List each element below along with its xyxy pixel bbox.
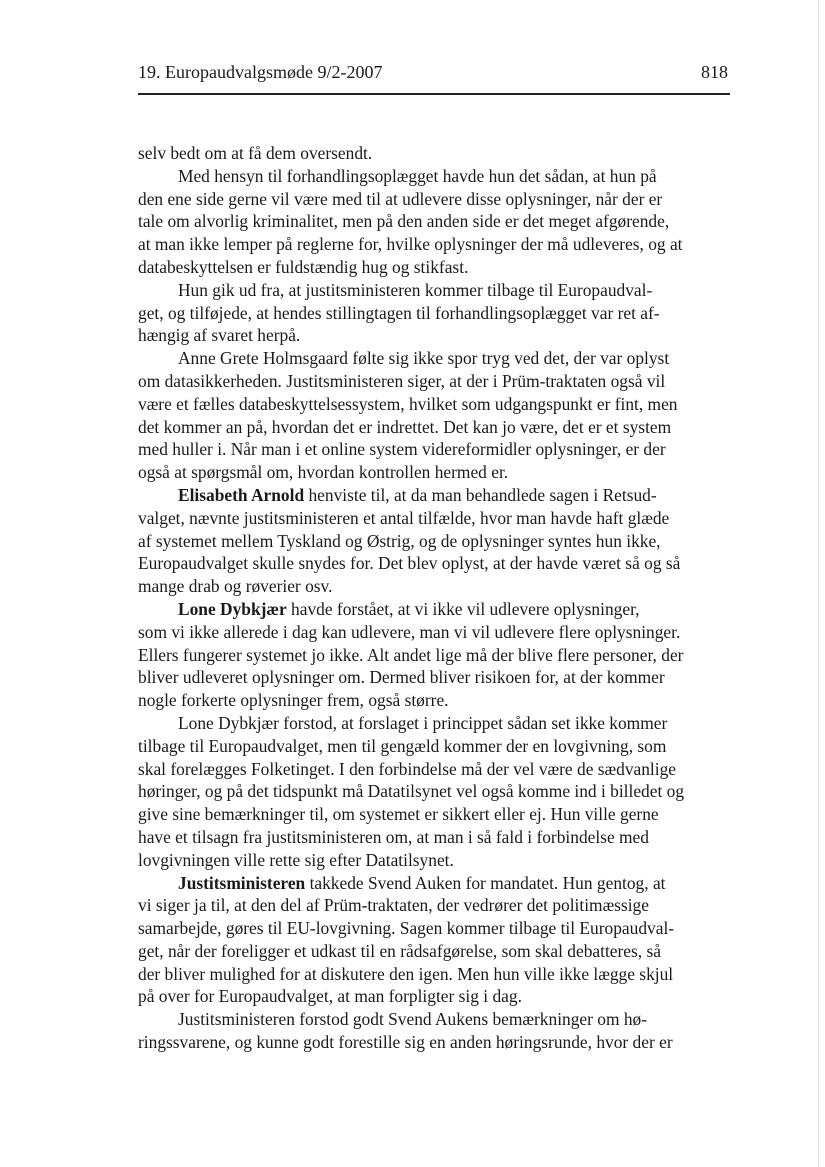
text-line	[138, 1008, 738, 1031]
paragraph	[138, 484, 738, 598]
text-line	[138, 826, 738, 849]
line-text: havde forstået, at vi ikke vil udlevere oplysninger,	[286, 598, 640, 619]
line-text: Justitsministeren forstod godt Svend Aukens bemærkninger om hø-	[178, 1009, 648, 1030]
line-text: tale om alvorlig kriminalitet, men på den anden side er det meget afgørende,	[138, 211, 670, 232]
line-text: med huller i. Når man i et online system videreformidler oplysninger, er der	[138, 439, 666, 460]
line-text: henviste til, at da man behandlede sagen i Retsud-	[304, 484, 657, 505]
text-line	[138, 552, 738, 575]
text-line	[138, 256, 738, 279]
line-text: vi siger ja til, at den del af Prüm-traktaten, der vedrører det politimæssige	[138, 895, 649, 916]
line-text: selv bedt om at få dem oversendt.	[138, 143, 373, 163]
line-text: tilbage til Europaudvalget, men til gengæld kommer der en lovgivning, som	[138, 735, 667, 756]
line-text: være et fælles databeskyttelsessystem, hvilket som udgangspunkt er fint, men	[138, 393, 678, 414]
text-line	[138, 438, 738, 461]
line-text: mange drab og røverier osv.	[138, 576, 333, 597]
line-text: det kommer an på, hvordan det er indrettet. Det kan jo være, det er et system	[138, 416, 672, 437]
line-text: også at spørgsmål om, hvordan kontrollen hermed er.	[138, 462, 509, 483]
text-line	[138, 507, 738, 530]
page-header	[138, 62, 728, 83]
text-line	[138, 735, 738, 758]
paragraph	[138, 712, 738, 872]
text-line	[138, 188, 738, 211]
line-text: der bliver mulighed for at diskutere den igen. Men hun ville ikke lægge skjul	[138, 963, 674, 984]
text-line	[138, 461, 738, 484]
text-line	[138, 644, 738, 667]
text-line	[138, 575, 738, 598]
line-text: den ene side gerne vil være med til at udlevere disse oplysninger, når der er	[138, 188, 663, 209]
line-text: valget, nævnte justitsministeren et antal tilfælde, hvor man havde haft glæde	[138, 507, 670, 528]
line-text: samarbejde, gøres til EU-lovgivning. Sagen kommer tilbage til Europaudval-	[138, 918, 675, 939]
text-line	[138, 712, 738, 735]
text-line	[138, 780, 738, 803]
text-line	[138, 894, 738, 917]
text-line	[138, 598, 738, 621]
line-text: give sine bemærkninger til, om systemet er sikkert eller ej. Hun ville gerne	[138, 804, 659, 825]
paragraph	[138, 347, 738, 484]
text-line	[138, 689, 738, 712]
line-text: databeskyttelsen er fuldstændig hug og stikfast.	[138, 256, 469, 277]
line-text: at man ikke lemper på reglerne for, hvilke oplysninger der må udleveres, og at	[138, 234, 683, 255]
line-text: lovgivningen ville rette sig efter Datatilsynet.	[138, 849, 454, 870]
text-line	[138, 803, 738, 826]
speaker-name: Justitsministeren	[178, 872, 306, 893]
header-title: 19. Europaudvalgsmøde 9/2-2007	[138, 62, 383, 82]
text-line	[138, 210, 738, 233]
line-text: som vi ikke allerede i dag kan udlevere, man vi vil udlevere flere oplysninger.	[138, 621, 681, 642]
line-text: Lone Dybkjær forstod, at forslaget i princippet sådan set ikke kommer	[178, 712, 668, 733]
document-body	[138, 142, 738, 1054]
text-line	[138, 416, 738, 439]
line-text: høringer, og på det tidspunkt må Datatilsynet vel også komme ind i billedet og	[138, 781, 685, 802]
text-line	[138, 530, 738, 553]
text-line	[138, 758, 738, 781]
line-text: get, når der foreligger et udkast til en rådsafgørelse, som skal debatteres, så	[138, 940, 661, 961]
text-line	[138, 849, 738, 872]
speaker-name: Elisabeth Arnold	[178, 484, 305, 505]
paragraph	[138, 142, 738, 165]
line-text: bliver udleveret oplysninger om. Dermed bliver risikoen for, at der kommer	[138, 667, 665, 688]
text-line	[138, 940, 738, 963]
text-line	[138, 347, 738, 370]
paragraph	[138, 1008, 738, 1054]
paragraph	[138, 872, 738, 1009]
text-line	[138, 1031, 738, 1054]
line-text: af systemet mellem Tyskland og Østrig, og de oplysninger syntes hun ikke,	[138, 530, 661, 551]
line-text: skal forelægges Folketinget. I den forbindelse må der vel være de sædvanlige	[138, 758, 677, 779]
text-line	[138, 393, 738, 416]
text-line	[138, 324, 738, 347]
line-text: Anne Grete Holmsgaard følte sig ikke spor tryg ved det, der var oplyst	[178, 348, 670, 369]
text-line	[138, 985, 738, 1008]
page-edge	[818, 0, 819, 1167]
line-text: på over for Europaudvalget, at man forpligter sig i dag.	[138, 986, 522, 1007]
text-line	[138, 142, 738, 165]
text-line	[138, 279, 738, 302]
line-text: Hun gik ud fra, at justitsministeren kommer tilbage til Europaudval-	[178, 279, 653, 300]
line-text: nogle forkerte oplysninger frem, også større.	[138, 690, 449, 711]
paragraph	[138, 165, 738, 279]
text-line	[138, 963, 738, 986]
line-text: ringssvarene, og kunne godt forestille sig en anden høringsrunde, hvor der er	[138, 1032, 673, 1053]
line-text: hængig af svaret herpå.	[138, 325, 301, 346]
paragraph	[138, 598, 738, 712]
text-line	[138, 165, 738, 188]
speaker-name: Lone Dybkjær	[178, 598, 287, 619]
line-text: get, og tilføjede, at hendes stillingtagen til forhandlingsoplægget var ret af-	[138, 302, 660, 323]
text-line	[138, 370, 738, 393]
paragraph	[138, 279, 738, 347]
text-line	[138, 666, 738, 689]
header-rule	[138, 93, 730, 95]
text-line	[138, 233, 738, 256]
text-line	[138, 872, 738, 895]
text-line	[138, 302, 738, 325]
line-text: have et tilsagn fra justitsministeren om, at man i så fald i forbindelse med	[138, 826, 649, 847]
line-text: Med hensyn til forhandlingsoplægget havde hun det sådan, at hun på	[178, 165, 657, 186]
text-line	[138, 917, 738, 940]
line-text: om datasikkerheden. Justitsministeren siger, at der i Prüm-traktaten også vil	[138, 370, 666, 391]
line-text: Ellers fungerer systemet jo ikke. Alt andet lige må der blive flere personer, der	[138, 644, 684, 665]
text-line	[138, 621, 738, 644]
text-line	[138, 484, 738, 507]
page-number: 818	[701, 62, 728, 82]
line-text: Europaudvalget skulle snydes for. Det blev oplyst, at der havde været så og så	[138, 553, 681, 574]
line-text: takkede Svend Auken for mandatet. Hun gentog, at	[305, 872, 666, 893]
